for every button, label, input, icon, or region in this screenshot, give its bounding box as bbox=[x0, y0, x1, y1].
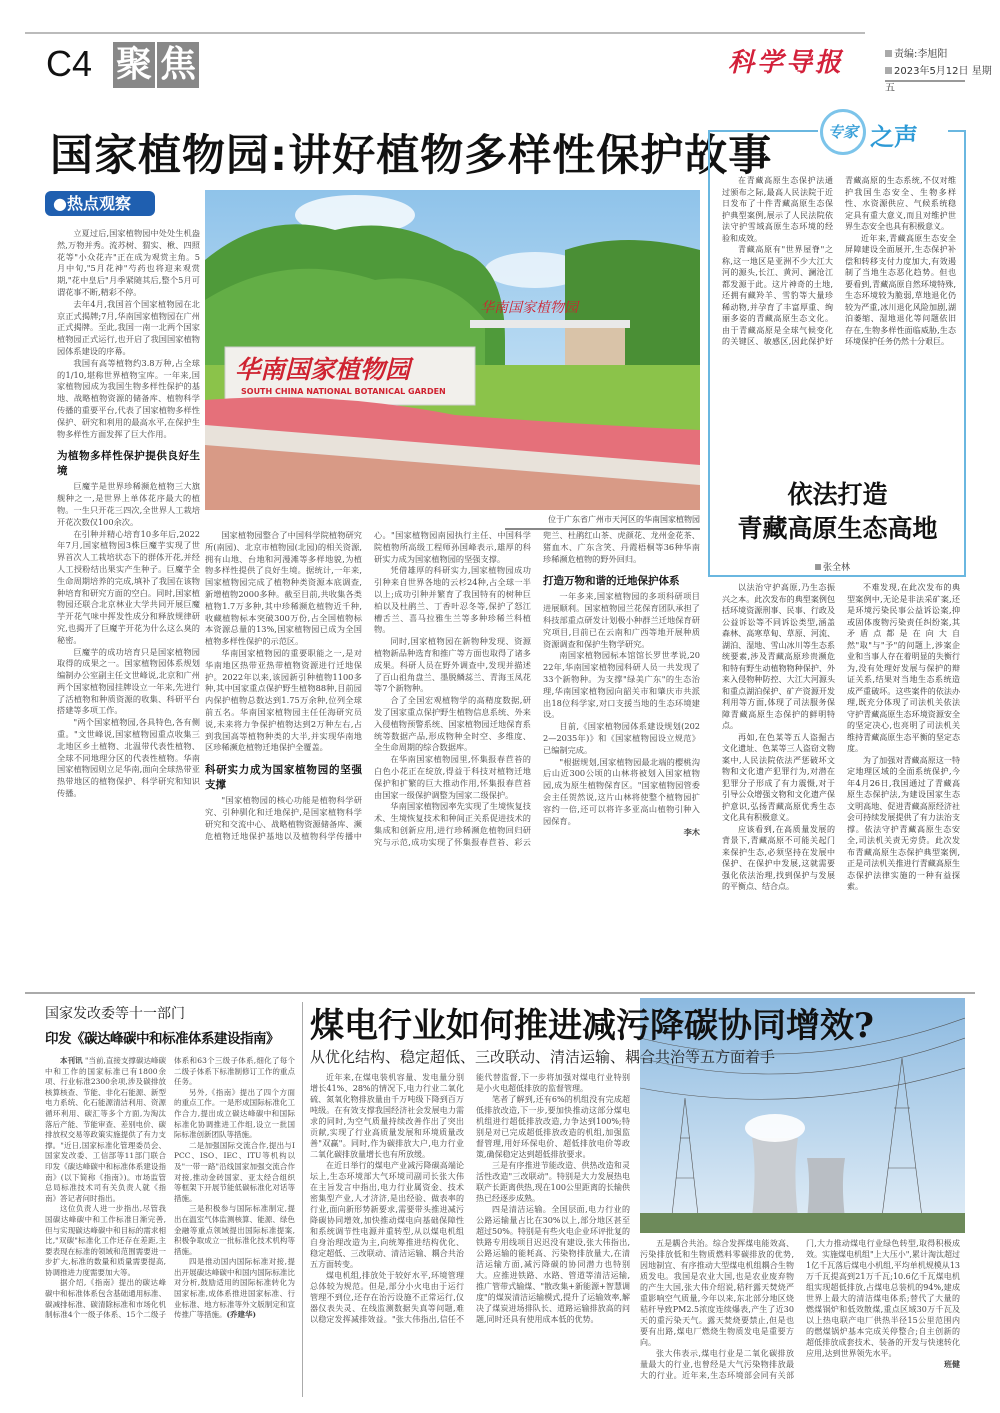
section-divider bbox=[25, 992, 975, 994]
badge-word: 之声 bbox=[870, 123, 918, 151]
badge-script: 专家 bbox=[820, 109, 866, 155]
gate-sign: 华南国家植物园 bbox=[480, 300, 578, 316]
paragraph: 巨魔芋是世界珍稀濒危植物三大旗舰种之一,是世界上单体花序最大的植物。一生只开花三四次,全世界人工栽培开花次数仅100余次。 bbox=[57, 481, 200, 527]
paragraph: 合了全国宏观植物学的高精度数据,研发了国家重点保护野生植物信息系统、外来入侵植物预警系统、国家植物园迁地保育系统等数据产品,形成物种全时空、多维度、全生命周期的综合数据库。 bbox=[374, 695, 531, 753]
paragraph: 四是清洁运输。全国层面,电力行业的公路运输量占比在30%以上,部分地区甚至超过50%。特别是有些火电企业环评批复的铁路专用线项目迟迟没有建设,张大伟指出,公路运输的能耗高、污染物排放量大,在清洁运输方面,减污降碳的协同潜力也特别大。应推进铁路、水路、管道等清洁运输,推广管带式输煤、"散改集+新能源+智慧调度"的煤炭清洁运输模式,提升了运输效率,解决了煤炭进场排队长、道路运输排放高的问题,同时还具有使用成本低的优势。 bbox=[476, 1205, 630, 1324]
paragraph: 近年来,青藏高原生态安全屏障建设全面展开,生态保护补偿和转移支付力度加大,有效遏制了当地生态恶化趋势。但也要看到,青藏高原自然环境特殊,生态环境较为脆弱,草地退化仍较为严重,冰川退化风险加剧,湖泊萎缩、湿地退化等问题依旧存在,生物多样性面临威胁,生态环境保护任务仍然十分艰巨。 bbox=[845, 233, 956, 346]
paragraph: 在近日举行的煤电产业减污降碳高端论坛上,生态环境部大气环境司副司长张大伟在主旨发言中指出,电力行业属资金、技术密集型产业,人才济济,是出经验、做表率的行业,面向新形势新要求,需要带头推进减污降碳协同增效,加快推动煤电向基础保障性和系统调节性电源并重转型,从以煤电机组自身治理改造为主,向统筹推进结构优化、稳定超低、三改联动、清洁运输、耦合共治五方面转变。 bbox=[310, 1161, 464, 1269]
paragraph: 去年4月,我国首个国家植物园在北京正式揭牌;7月,华南国家植物园在广州正式揭牌。至此,我国一南一北两个国家植物园正式运行,也开启了我国国家植物园体系建设的序幕。 bbox=[57, 298, 200, 356]
garden-sign-en: SOUTH CHINA NATIONAL BOTANICAL GARDEN bbox=[241, 387, 446, 396]
paragraph: 张大伟表示,煤电行业是二氧化碳排放量最大的行业,也曾经是大气污染物排放最大的行业。近年来,生态环境部会同有关部门,大力推动煤电行业绿色转型,取得积极成效。实施煤电机组"上大压小",累计淘汰超过1亿千瓦落后煤电小机组,平均单机规模从13万千瓦提高到21万千瓦;10.6亿千瓦煤电机组实现超低排放,占煤电总装机的94%,建成世界上最大的清洁煤电体系;替代了大量的燃煤锅炉和低效散煤,重点区域30万千瓦及以上热电联产电厂供热半径15公里范围内的燃煤锅炉基本完成关停整合;自主创新的超低排放成套技术、装备的开发与快速转化应用,达到世界领先水平。 bbox=[640, 1239, 960, 1380]
byline: (乔建华) bbox=[226, 1310, 257, 1320]
meta-rule bbox=[885, 80, 965, 82]
paragraph: 我国有高等植物约3.8万种,占全球的1/10,堪称世界植物宝库。一年来,国家植物园成为我国生物多样性保护的基地、战略植物资源的储备库、植物科学传播的重要平台,代表了国家植物多样性保护、研究和利用的最高水平,在保护生物多样性方面发挥了巨大作用。 bbox=[57, 357, 200, 439]
title-line: 青藏高原生态高地 bbox=[737, 514, 938, 543]
paragraph: 华南国家植物园率先实现了生境恢复技术、生境恢复技术和种间正关系促进技术的集成和创新应用,进行珍稀濒危植物回归研究与示范,成功实现了怀集报春苣苔、彩云兜兰、杜鹃红山茶、虎颜花、龙州金花茶、猪血木、广东含笑、丹霞梧桐等36种华南珍稀濒危植物的野外回归。 bbox=[374, 530, 700, 847]
paragraph: 笔者了解到,还有6%的机组没有完成超低排放改造,下一步,要加快推动这部分煤电机组进行超低排放改造,力争达到100%;特别是对已完成超低排放改造的机组,加强监督管理,用好环保电价、超低排放电价等政策,确保稳定达到超低排放要求。 bbox=[476, 1095, 630, 1159]
lead-tag: 本刊讯 bbox=[60, 1056, 83, 1065]
paragraph: 国家植物园整合了中国科学院植物研究所(南园)、北京市植物园(北园)的相关资源,拥有山地、台地和河漫滩等多样地貌,为植物多样性提供了良好生境。据统计,一年来,国家植物园完成了植物种类资源本底调查,新增植物2000多种。截至目前,共收集各类植物1.7万多种,其中珍稀濒危植物近千种,收藏植物标本突破300万份,占全国植物标本资源总量的13%,国家植物园已成为全国植物多样性保护的示范区。 bbox=[205, 530, 362, 647]
photo-caption: 位于广东省广州市天河区的华南国家植物园 bbox=[505, 514, 700, 530]
page-headline: 国家植物园:讲好植物多样性保护故事 bbox=[50, 131, 773, 181]
paragraph: "根据规划,国家植物园最北端的樱桃沟后山近300公顷的山林将被划入国家植物园,成为原生植物保育区。"国家植物园管委会主任贺然说,这片山林将使整个植物园扩容约一倍,还可以将许多亚高山植物引种入园保育。 bbox=[543, 756, 700, 826]
sidebar-text-top bbox=[722, 175, 956, 348]
subheading: 打造万物和谐的迁地保护体系 bbox=[543, 575, 680, 588]
paper-logo: 科学导报 bbox=[728, 48, 845, 78]
section-char: 聚 bbox=[113, 42, 155, 88]
paragraph: 立夏过后,国家植物园中处处生机盎然,万物并秀。流苏树、猬实、楸、四照花等"小众花卉"正在成为观赏主角。5月中旬,"5月花神"芍药也将迎来观赏期,"花中皇后"月季紧随其后,整个5月可谓花事不断,精彩不停。 bbox=[57, 228, 200, 297]
paragraph: 以法治守护高原,乃生态振兴之本。此次发布的典型案例包括环境资源刑事、民事、行政及公益诉讼等不同诉讼类型,涵盖森林、高寒草甸、草原、河流、湖泊、湿地、雪山冰川等生态系统要素,涉及青藏高原珍贵濒危和特有野生动植物物种保护、外来入侵物种防控、大江大河源头和重点湖泊保护、矿产资源开发利用等方面,体现了司法服务保障青藏高原生态保护的鲜明特点。 bbox=[722, 583, 835, 730]
paragraph-text: "当前,直接支撑碳达峰碳中和工作的国家标准已有1800余项、行业标准2300余项,涉及碳排放核算核查、节能、非化石能源、新型电力系统、化石能源清洁利用、资源循环利用、碳汇等多个方面,为淘汰落后产能、节能审查、差别电价、碳排放权交易等政策实施提供了有力支撑。"近日,国家标准化管理委员会、国家发改委、工信部等11部门联合印发《碳达峰碳中和标准体系建设指南》(以下简称《指南》)。市场监管总局标准技术司有关负责人就《指南》答记者问时指出。 bbox=[45, 1056, 166, 1203]
bottom-left-text bbox=[45, 1056, 295, 1321]
section-char: 焦 bbox=[157, 42, 199, 88]
editor: 责编:李旭阳 bbox=[885, 46, 997, 63]
paragraph: 在引种并精心培育10多年后,2022年7月,国家植物园3株巨魔芋实现了世界首次人工栽培状态下的群体开花,并经人工授粉结出果实产生种子。巨魔芋全生命周期培养的完成,填补了我国在该物种培育和研究方面的空白。同时,国家植物园还联合北京林业大学共同开展巨魔芋开花气味中挥发性成分和释放规律研究,也揭开了巨魔芋开花为什么这么臭的秘密。 bbox=[57, 528, 200, 645]
sidebar-title bbox=[715, 478, 960, 546]
garden-sign: 华南国家植物园 bbox=[235, 355, 411, 384]
paragraph: 华南国家植物园的重要职能之一,是对华南地区热带亚热带植物资源进行迁地保护。2022年以来,该园新引种植物1100多种,其中国家重点保护野生植物88种,目前园内保护植物总数达到1.75万余种,位列全球前五名。华南国家植物园主任任海研究员说,未来将力争保护植物达到2万种左右,占到我国高等植物种类的大半,并实现华南地区珍稀濒危植物迁地保护全覆盖。 bbox=[205, 647, 362, 753]
paragraph: 应该看到,在高质量发展的背景下,青藏高原不可能关起门来保护生态,必须坚持在发展中保护、在保护中发展,这就需要强化依法治理,找到保护与发展的平衡点、结合点。 bbox=[722, 824, 835, 891]
page-number: C4 bbox=[46, 43, 93, 84]
paragraph: 二是加强国际交流合作,提出与IPCC、ISO、IEC、ITU等机构以及"一带一路"沿线国家加强交流合作对接,推动金砖国家、亚太经合组织等框架下开展节能低碳标准化对话等措施。 bbox=[174, 1140, 295, 1203]
byline: 班健 bbox=[944, 1359, 960, 1369]
paragraph bbox=[45, 1056, 166, 1204]
paragraph bbox=[174, 1257, 295, 1321]
paragraph: 这位负责人进一步指出,尽管我国碳达峰碳中和工作标准日渐完善,但与实现碳达峰碳中和目标的需求相比,"双碳"标准化工作还存在差距,主要表现在标准的领域和范围需要进一步扩大,标准的数量和质量需要提高,协调推进力度需要加大等。 bbox=[45, 1204, 166, 1277]
top-rule bbox=[25, 32, 865, 34]
paragraph: "国家植物园的核心功能是植物科学研究、引种驯化和迁地保护,是国家植物科学研究和交流中心、战略植物资源储备库、濒危植物迁地保护基地以及植物科学传播中心。"国家植物园南园执行主任、中国科学院植物所高级工程师孙国峰表示,雄厚的科研实力成为国家植物园的坚强支撑。 bbox=[205, 530, 531, 841]
paragraph: 南国家植物园标本馆馆长罗世孝说,2022年,华南国家植物园科研人员一共发现了33个新物种。为支撑"绿美广东"的生态治理,华南国家植物园向韶关市和肇庆市共派出18位科学家,对口支援当地的生态环境建设。 bbox=[543, 650, 700, 720]
hot-topic-badge: ●热点观察 bbox=[45, 191, 155, 216]
paragraph: 再如,在色某等五人盗掘古文化遗址、色某等三人盗窃文物案中,人民法院依法严惩破坏文物和文化遗产犯罪行为,对潜在犯罪分子形成了有力震慑,对于引导公众增强文物和文化遗产保护意识,弘扬青藏高原优秀生态文化具有积极意义。 bbox=[722, 732, 835, 822]
bottom-main-text-left bbox=[310, 1072, 630, 1325]
paragraph: 同时,国家植物园在新物种发现、资源植物新品种选育和推广等方面也取得了诸多成果。科研人员在野外调查中,发现并描述了百山祖角盘兰、墨脱鳞蕊兰、青海玉凤花等7个新物种。 bbox=[374, 636, 531, 694]
paragraph: 一年多来,国家植物园的多项科研项目进展顺利。国家植物园兰花保育团队承担了科技部重点研发计划极小种群兰迁地保育研究项目,目前已在云南和广西等地开展种质资源调查和保护生物学研究。 bbox=[543, 591, 700, 649]
paragraph: 凭借雄厚的科研实力,国家植物园成功引种来自世界各地的云杉24种,占全球一半以上;成功引种并繁育了我国特有的树种巨柏以及杜鹃兰、丁香叶忍冬等,保护了怒江槽舌兰、喜马拉雅生兰等多种珍稀兰科植物。 bbox=[374, 565, 531, 635]
header-meta bbox=[885, 46, 997, 97]
subheading: 科研实力成为国家植物园的坚强支撑 bbox=[205, 764, 362, 792]
lead-main-columns bbox=[205, 530, 700, 849]
date: 2023年5月12日 星期五 bbox=[885, 63, 997, 97]
lead-left-column bbox=[57, 228, 200, 800]
paragraph: 目前,《国家植物园体系建设规划(2022—2035年)》和《国家植物园设立规范》已编制完成。 bbox=[543, 721, 700, 755]
bottom-left-title: 印发《碳达峰碳中和标准体系建设指南》 bbox=[45, 1031, 279, 1047]
bottom-left-kicker: 国家发改委等十一部门 bbox=[45, 1006, 185, 1022]
bottom-main-headline: 煤电行业如何推进减污降碳协同增效? bbox=[310, 1006, 874, 1046]
paragraph: 为了加强对青藏高原这一特定地理区域的全面系统保护,今年4月26日,我国通过了青藏高原生态保护法,为建设国家生态文明高地、促进青藏高原经济社会可持续发展提供了有力法治支撑。依法守护青藏高原生态安全,司法机关责无旁贷。此次发布青藏高原生态保护典型案例,正是司法机关推进行青藏高原生态保护法律实施的一种有益探索。 bbox=[847, 755, 960, 891]
paragraph: 五是耦合共治。综合发挥煤电能效高、污染排放低和生物质燃料零碳排放的优势,因地制宜、有序推动大型煤电机组耦合生物质发电。我国是农业大国,也是农业废弃物的产生大国,张大伟介绍说,秸秆露天焚烧严重影响空气质量,今年以来,东北部分地区烧秸秆导致PM2.5浓度连续爆表,产生了近30天的重污染天气。露天焚烧要禁止,但是也要有出路,煤电厂燃烧生物质发电是重要方向。 bbox=[640, 1239, 794, 1347]
sidebar-text-bottom bbox=[722, 582, 960, 893]
paragraph: 三是有序推进节能改造、供热改造和灵活性改造"三改联动"。特别是大力发展热电联产长距离供热,现在100公里距离的长输供热已经逐步成熟。 bbox=[476, 1161, 630, 1203]
bottom-main-subhead: 从优化结构、稳定超低、三改联动、清洁运输、耦合共治等五方面着手 bbox=[310, 1048, 776, 1066]
section-label bbox=[113, 42, 199, 88]
paragraph: 三是积极参与国际标准制定,提出在温室气体监测核算、能源、绿色金融等重点领域提出国际标准提案,积极争取成立一批标准化技术机构等措施。 bbox=[174, 1204, 295, 1256]
paragraph: 另外,《指南》提出了四个方面的重点工作。一是形成国际标准化工作合力,提出成立碳达峰碳中和国际标准化协调推进工作组,设立一批国际标准创新团队等措施。 bbox=[174, 1087, 295, 1140]
paragraph: 煤电机组,排放处于较好水平,环境管理总体较为规范。但是,部分小火电由于运行管理不到位,还存在治污设施不正常运行,仪器仪表失灵、在线监测数据失真等问题,难以稳定发挥减排效益。"张大伟指出,信任不能代替监督,下一步将加强对煤电行业特别是小火电超低排放的监督管理。 bbox=[310, 1073, 630, 1324]
bottom-main-text-right bbox=[640, 1238, 960, 1381]
paragraph: 在青藏高原生态保护法通过颁布之际,最高人民法院于近日发布了十件青藏高原生态保护典型案例,展示了人民法院依法守护雪域高原生态环境的经验和成效。 bbox=[722, 176, 833, 243]
expert-voice-badge bbox=[818, 107, 948, 157]
paragraph: 近年来,在煤电装机容量、发电量分别增长41%、28%的情况下,电力行业二氧化硫、氮氧化物排放量由千万吨级下降到百万吨级。在有效支撑我国经济社会发展电力需求的同时,为空气质量持续改善作出了突出贡献,实现了行业高质量发展和环境质量改善"双赢"。同时,作为碳排放大户,电力行业二氧化碳排放量增长也有所放缓。 bbox=[310, 1073, 464, 1159]
column-rule bbox=[302, 1002, 303, 1397]
paragraph: "两个国家植物园,各具特色,各有侧重。"文世峰说,国家植物园重点收集三北地区乡土植物、北温带代表性植物、全球不同地理分区的代表性植物。华南国家植物园则立足华南,面向全球热带亚热带地区的植物保护、科学研究和知识传播。 bbox=[57, 717, 200, 799]
sidebar-byline: 张全林 bbox=[815, 560, 850, 573]
subheading: 为植物多样性保护提供良好生境 bbox=[57, 450, 200, 478]
paragraph: 巨魔芋的成功培育只是国家植物园取得的成果之一。国家植物园体系规划编制办公室副主任文世峰说,北京和广州两个国家植物园挂牌设立一年来,先进行了活植物和种质资源的收集、科研平台搭建等多项工作。 bbox=[57, 646, 200, 716]
paragraph: 青藏高原有"世界屋脊"之称,这一地区是亚洲不少大江大河的源头,长江、黄河、澜沧江都发源于此。这片神奇的土地,还拥有藏羚羊、雪豹等大量珍稀动物,并孕育了丰富厚重、绚丽多姿的青藏高原生态文化。由于青藏高原是全球气候变化的关键区、敏感区,因此保护好青藏高原的生态系统,不仅对维护我国生态安全、生物多样性、水资源供应、气候系统稳定具有重大意义,而且对维护世界生态安全也具有积极意义。 bbox=[722, 176, 956, 346]
botanical-garden-photo bbox=[205, 190, 700, 510]
paragraph-text: 四是推动国内国际标准对接,提出开展碳达峰碳中和国内国际标准比对分析,鼓励适用的国际标准转化为国家标准,成体系推进国家标准、行业标准、地方标准等外文版制定和宣传推广等措施。 bbox=[174, 1257, 295, 1320]
paragraph: 据介绍,《指南》提出的碳达峰碳中和标准体系包含基础通用标准、碳减排标准、碳清除标准和市场化机制标准4个一级子体系、15个二级子体系和63个三级子体系,细化了每个二级子体系下标准制修订工作的重点任务。 bbox=[45, 1056, 295, 1320]
byline: 李木 bbox=[683, 827, 700, 838]
paragraph: 不难发现,在此次发布的典型案例中,无论是非法采矿案,还是环境污染民事公益诉讼案,抑或固体废物污染责任纠纷案,其矛盾点都是在向大自然"取"与"予"的问题上,涉案企业和当事人存在着明显的失衡行为,没有处理好发展与保护的辩证关系,结果对当地生态系统造成严重破坏。这些案件的依法办理,既充分体现了司法机关依法守护青藏高原生态环境资源安全的坚定决心,也亮明了司法机关维持青藏高原生态平衡的坚定态度。 bbox=[847, 583, 960, 753]
paragraph: 在华南国家植物园里,怀集报春苣苔的白色小花正在绽放,得益于科技对植物迁地保护和扩繁的巨大推动作用,怀集报春苣苔由国家一级保护调整为国家二级保护。 bbox=[374, 754, 531, 800]
title-line: 依法打造 bbox=[787, 480, 888, 509]
